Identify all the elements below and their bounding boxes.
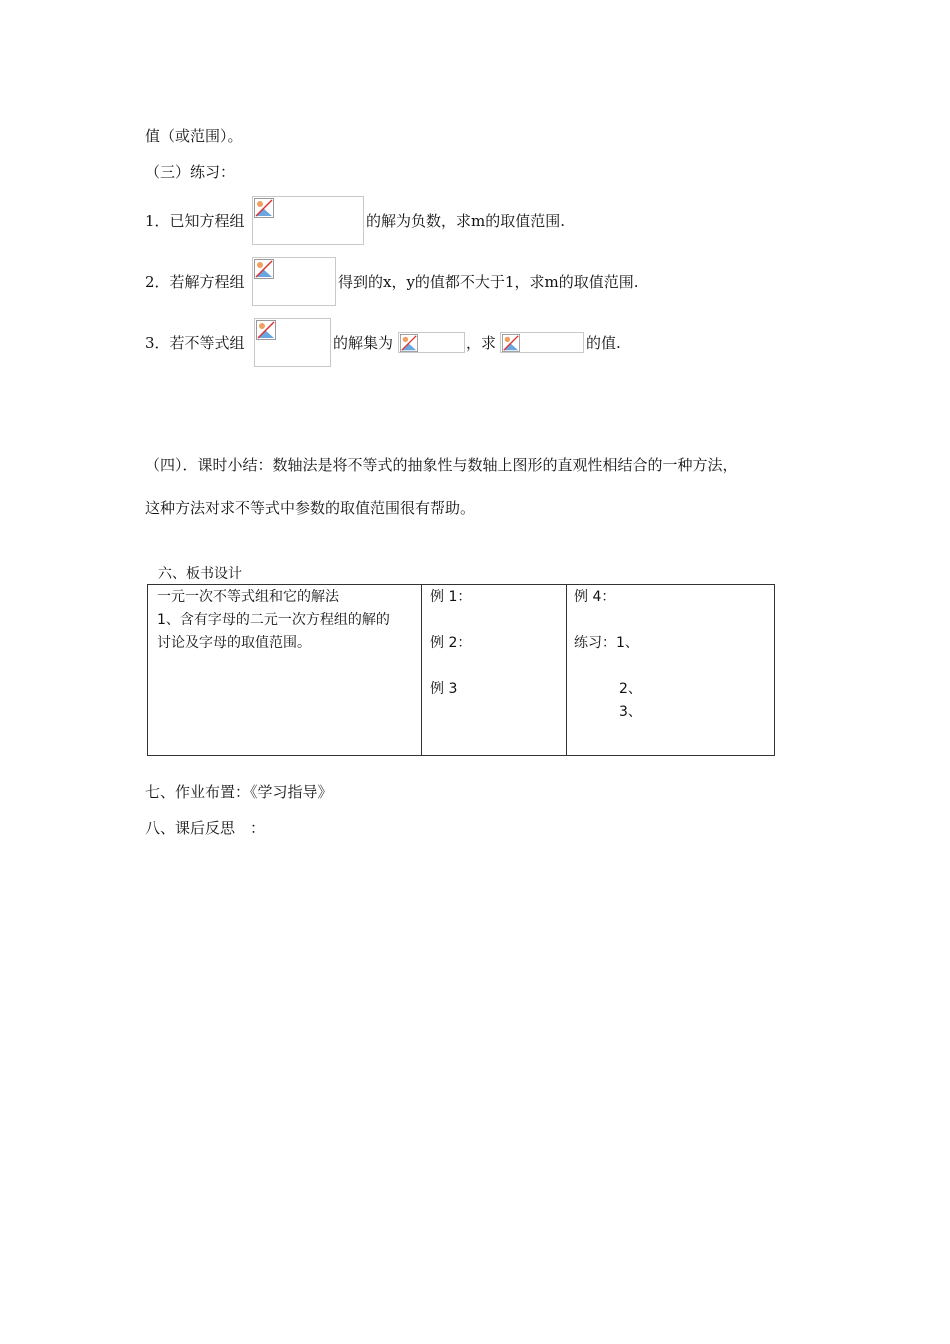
- board-title: 一元一次不等式组和它的解法: [157, 589, 339, 605]
- practice-heading: （三）练习：: [145, 163, 236, 181]
- q3-comma: ，求: [466, 334, 497, 352]
- broken-image-icon: [254, 259, 274, 279]
- q1-prefix: 1．已知方程组: [145, 212, 245, 230]
- broken-image-icon: [400, 334, 418, 352]
- q3-solution-image: [398, 332, 465, 353]
- board-design-table: [147, 584, 775, 756]
- board-example-2: 例 2：: [430, 635, 472, 651]
- summary-line-2: 这种方法对求不等式中参数的取值范围很有帮助。: [145, 499, 476, 517]
- q3-expression-image: [500, 332, 584, 353]
- board-example-4: 例 4：: [574, 589, 616, 605]
- board-practice-3: 3、: [619, 704, 642, 720]
- board-example-3: 例 3: [430, 681, 458, 697]
- board-topic-line-1: 1、含有字母的二元一次方程组的解的: [157, 612, 390, 628]
- board-topic-line-2: 讨论及字母的取值范围。: [157, 635, 311, 651]
- board-heading: 六、板书设计: [158, 566, 242, 582]
- reflection: 八、课后反思 ：: [145, 819, 266, 837]
- q3-prefix: 3．若不等式组: [145, 334, 245, 352]
- board-example-1: 例 1：: [430, 589, 472, 605]
- board-practice-2: 2、: [619, 681, 642, 697]
- homework: 七、作业布置：《学习指导》: [145, 783, 333, 801]
- broken-image-icon: [256, 320, 276, 340]
- board-column-3: [566, 585, 774, 755]
- board-column-2: [421, 585, 567, 755]
- board-column-1: [148, 585, 422, 755]
- q3-inequality-image: [254, 318, 331, 367]
- broken-image-icon: [502, 334, 520, 352]
- intro-text: 值（或范围）。: [145, 127, 243, 145]
- broken-image-icon: [254, 198, 274, 218]
- q2-suffix: 得到的x，y的值都不大于1，求m的取值范围.: [338, 273, 639, 291]
- summary-line-1: （四）．课时小结：数轴法是将不等式的抽象性与数轴上图形的直观性相结合的一种方法，: [145, 456, 738, 474]
- q3-suffix: 的值.: [586, 334, 621, 352]
- q2-prefix: 2．若解方程组: [145, 273, 245, 291]
- q1-equation-image: [252, 196, 364, 245]
- q1-suffix: 的解为负数，求m的取值范围.: [366, 212, 565, 230]
- q3-middle: 的解集为: [333, 334, 394, 352]
- board-practice-1: 练习：1、: [574, 635, 639, 651]
- q2-equation-image: [252, 257, 336, 306]
